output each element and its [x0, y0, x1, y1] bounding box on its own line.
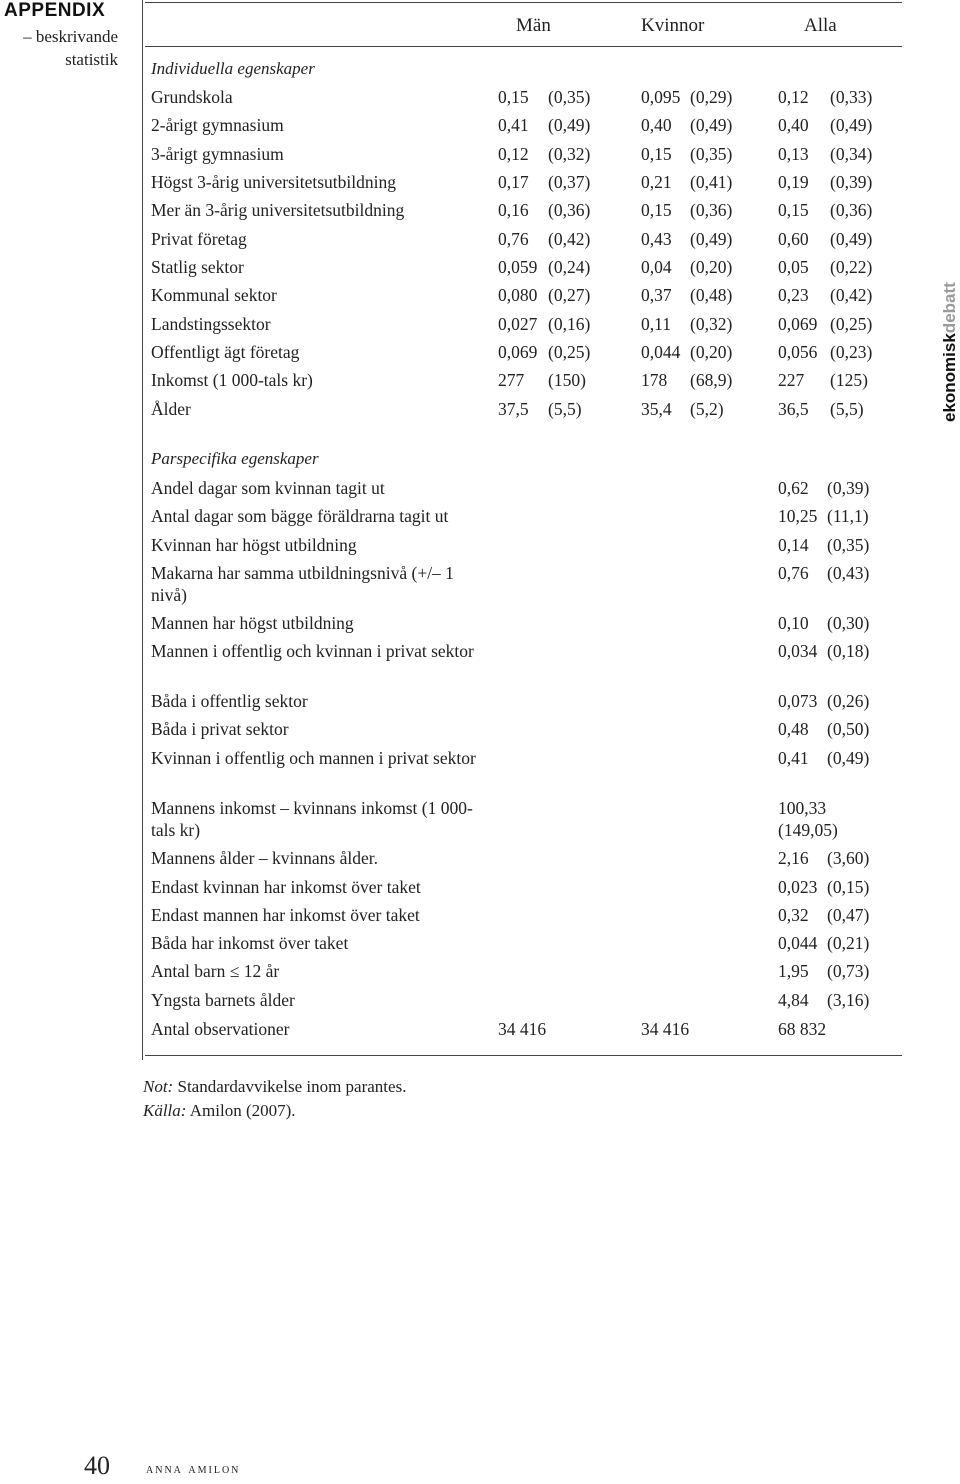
men-value: 0,41 [498, 115, 529, 135]
row-label: Kommunal sektor [151, 285, 277, 305]
row-label: Grundskola [151, 87, 233, 107]
women-value: 0,04 [641, 257, 672, 277]
note-line [143, 1077, 406, 1097]
row-label: Högst 3-årig universitetsutbildning [151, 172, 396, 192]
row-label: Landstingssektor [151, 314, 271, 334]
women-value: 0,40 [641, 115, 672, 135]
men-sd: (0,42) [548, 229, 591, 249]
men-sd: (150) [548, 370, 586, 390]
women-sd: (0,20) [690, 257, 733, 277]
all-sd: (0,49) [830, 229, 873, 249]
all-value: 227 [778, 370, 805, 390]
men-sd: (0,32) [548, 144, 591, 164]
row-label: Antal barn ≤ 12 år [151, 961, 280, 981]
all-value: 0,76 [778, 563, 809, 583]
all-sd: (0,33) [830, 87, 873, 107]
men-value: 0,76 [498, 229, 529, 249]
all-value: 0,60 [778, 229, 809, 249]
all-sd: (5,5) [830, 399, 864, 419]
all-value: 0,32 [778, 905, 809, 925]
all-sd: (149,05) [778, 820, 838, 840]
row-label: 3-årigt gymnasium [151, 144, 284, 164]
all-value: 0,044 [778, 933, 818, 953]
row-label: Makarna har samma utbildningsnivå (+/– 1 nivå) [151, 563, 454, 605]
men-value: 0,12 [498, 144, 529, 164]
men-value: 0,027 [498, 314, 538, 334]
men-sd: (0,16) [548, 314, 591, 334]
row-label: Mannen har högst utbildning [151, 613, 354, 633]
women-value: 178 [641, 370, 668, 390]
men-sd: (0,49) [548, 115, 591, 135]
row-label: Kvinnan har högst utbildning [151, 535, 357, 555]
row-label: Andel dagar som kvinnan tagit ut [151, 478, 385, 498]
column-header-men: Män [516, 15, 551, 36]
row-label: Båda har inkomst över taket [151, 933, 349, 953]
women-sd: (0,20) [690, 342, 733, 362]
row-label: 2-årigt gymnasium [151, 115, 284, 135]
table-header-rule [145, 46, 902, 47]
note-text: Standardavvikelse inom parantes. [173, 1077, 407, 1096]
all-sd: (3,60) [827, 848, 870, 868]
all-value: 0,05 [778, 257, 809, 277]
all-value: 0,48 [778, 719, 809, 739]
table-row [0, 562, 960, 605]
row-label: Mer än 3-årig universitetsutbildning [151, 200, 405, 220]
all-value: 0,034 [778, 641, 818, 661]
row-label: Mannens inkomst – kvinnans inkomst (1 000-tals kr) [151, 798, 473, 840]
all-sd: (0,50) [827, 719, 870, 739]
all-value: 10,25 [778, 506, 818, 526]
section-title-pair: Parspecifika egenskaper [151, 449, 319, 468]
women-value: 0,37 [641, 285, 672, 305]
women-sd: (0,41) [690, 172, 733, 192]
all-sd: (0,15) [827, 877, 870, 897]
all-value: 0,41 [778, 748, 809, 768]
observations-all: 68 832 [778, 1019, 827, 1039]
men-value: 277 [498, 370, 525, 390]
all-sd: (0,30) [827, 613, 870, 633]
all-sd: (125) [830, 370, 868, 390]
table-row [0, 640, 960, 680]
men-value: 0,15 [498, 87, 529, 107]
men-value: 0,17 [498, 172, 529, 192]
all-value: 4,84 [778, 990, 809, 1010]
women-value: 0,21 [641, 172, 672, 192]
all-sd: (0,39) [827, 478, 870, 498]
men-value: 0,080 [498, 285, 538, 305]
observations-men: 34 416 [498, 1019, 547, 1039]
all-sd: (0,47) [827, 905, 870, 925]
all-value: 36,5 [778, 399, 809, 419]
men-sd: (0,36) [548, 200, 591, 220]
men-sd: (0,25) [548, 342, 591, 362]
row-label: Mannen i offentlig och kvinnan i privat sektor [151, 641, 474, 661]
observations-women: 34 416 [641, 1019, 690, 1039]
all-value: 0,62 [778, 478, 809, 498]
table-row [0, 398, 960, 438]
author-name: anna amilon [146, 1462, 241, 1477]
all-sd: (0,36) [830, 200, 873, 220]
section-title-individual: Individuella egenskaper [151, 59, 315, 78]
appendix-title: APPENDIX [4, 0, 106, 21]
men-sd: (5,5) [548, 399, 582, 419]
women-value: 0,43 [641, 229, 672, 249]
all-sd: (0,18) [827, 641, 870, 661]
all-value: 0,10 [778, 613, 809, 633]
women-value: 0,11 [641, 314, 671, 334]
women-sd: (0,49) [690, 115, 733, 135]
all-value: 0,12 [778, 87, 809, 107]
row-label: Båda i privat sektor [151, 719, 289, 739]
all-value: 0,14 [778, 535, 809, 555]
all-sd: (0,49) [827, 748, 870, 768]
all-sd: (0,23) [830, 342, 873, 362]
row-label: Antal dagar som bägge föräldrarna tagit ut [151, 506, 449, 526]
all-value [778, 797, 888, 841]
women-sd: (5,2) [690, 399, 724, 419]
all-sd: (0,21) [827, 933, 870, 953]
all-sd: (0,35) [827, 535, 870, 555]
all-sd: (0,42) [830, 285, 873, 305]
women-sd: (0,36) [690, 200, 733, 220]
ekonomiskdebatt-logo [940, 282, 960, 422]
all-sd: (0,49) [830, 115, 873, 135]
all-sd: (0,34) [830, 144, 873, 164]
page-number: 40 [84, 1451, 110, 1480]
row-label: Inkomst (1 000-tals kr) [151, 370, 313, 390]
row-label: Offentligt ägt företag [151, 342, 300, 362]
men-value: 0,069 [498, 342, 538, 362]
all-sd: (0,25) [830, 314, 873, 334]
row-label: Mannens ålder – kvinnans ålder. [151, 848, 378, 868]
logo-bold-part: ekonomisk [940, 333, 959, 422]
women-value: 0,15 [641, 200, 672, 220]
men-value: 37,5 [498, 399, 529, 419]
all-sd: (3,16) [827, 990, 870, 1010]
all-value: 0,15 [778, 200, 809, 220]
women-sd: (0,49) [690, 229, 733, 249]
all-value: 2,16 [778, 848, 809, 868]
all-value: 0,073 [778, 691, 818, 711]
column-header-all: Alla [804, 15, 837, 36]
all-value: 0,40 [778, 115, 809, 135]
all-value: 0,056 [778, 342, 818, 362]
all-sd: (0,22) [830, 257, 873, 277]
source-label: Källa: [143, 1101, 187, 1120]
row-label: Kvinnan i offentlig och mannen i privat sektor [151, 748, 476, 768]
observations-row [0, 1018, 960, 1058]
all-value: 0,069 [778, 314, 818, 334]
men-sd: (0,35) [548, 87, 591, 107]
table-row [0, 747, 960, 787]
all-sd: (0,43) [827, 563, 870, 583]
women-value: 35,4 [641, 399, 672, 419]
row-label: Yngsta barnets ålder [151, 990, 295, 1010]
women-sd: (0,32) [690, 314, 733, 334]
women-value: 0,044 [641, 342, 681, 362]
logo-light-part: debatt [940, 282, 959, 334]
all-value: 0,23 [778, 285, 809, 305]
women-sd: (0,29) [690, 87, 733, 107]
all-value-number: 100,33 [778, 798, 827, 818]
table-row [0, 797, 960, 840]
women-value: 0,095 [641, 87, 681, 107]
all-sd: (0,39) [830, 172, 873, 192]
men-sd: (0,37) [548, 172, 591, 192]
women-value: 0,15 [641, 144, 672, 164]
men-value: 0,16 [498, 200, 529, 220]
column-header-women: Kvinnor [641, 15, 705, 36]
all-value: 0,13 [778, 144, 809, 164]
all-sd: (11,1) [827, 506, 869, 526]
women-sd: (0,48) [690, 285, 733, 305]
source-line [143, 1101, 296, 1121]
source-text: Amilon (2007). [186, 1101, 296, 1120]
row-label: Ålder [151, 399, 191, 419]
note-label: Not: [143, 1077, 174, 1096]
all-value: 1,95 [778, 961, 809, 981]
appendix-subtitle-line1: – beskrivande [23, 27, 118, 46]
row-label: Endast kvinnan har inkomst över taket [151, 877, 421, 897]
appendix-subtitle-line2: statistik [65, 50, 118, 69]
row-label: Endast mannen har inkomst över taket [151, 905, 420, 925]
women-sd: (68,9) [690, 370, 733, 390]
row-label: Statlig sektor [151, 257, 244, 277]
appendix-subtitle [4, 25, 118, 71]
men-sd: (0,27) [548, 285, 591, 305]
men-sd: (0,24) [548, 257, 591, 277]
observations-label: Antal observationer [151, 1019, 290, 1039]
all-value: 0,19 [778, 172, 809, 192]
women-sd: (0,35) [690, 144, 733, 164]
all-sd: (0,73) [827, 961, 870, 981]
all-sd: (0,26) [827, 691, 870, 711]
men-value: 0,059 [498, 257, 538, 277]
row-label: Privat företag [151, 229, 247, 249]
all-value: 0,023 [778, 877, 818, 897]
row-label: Båda i offentlig sektor [151, 691, 308, 711]
table-top-rule [145, 2, 902, 3]
